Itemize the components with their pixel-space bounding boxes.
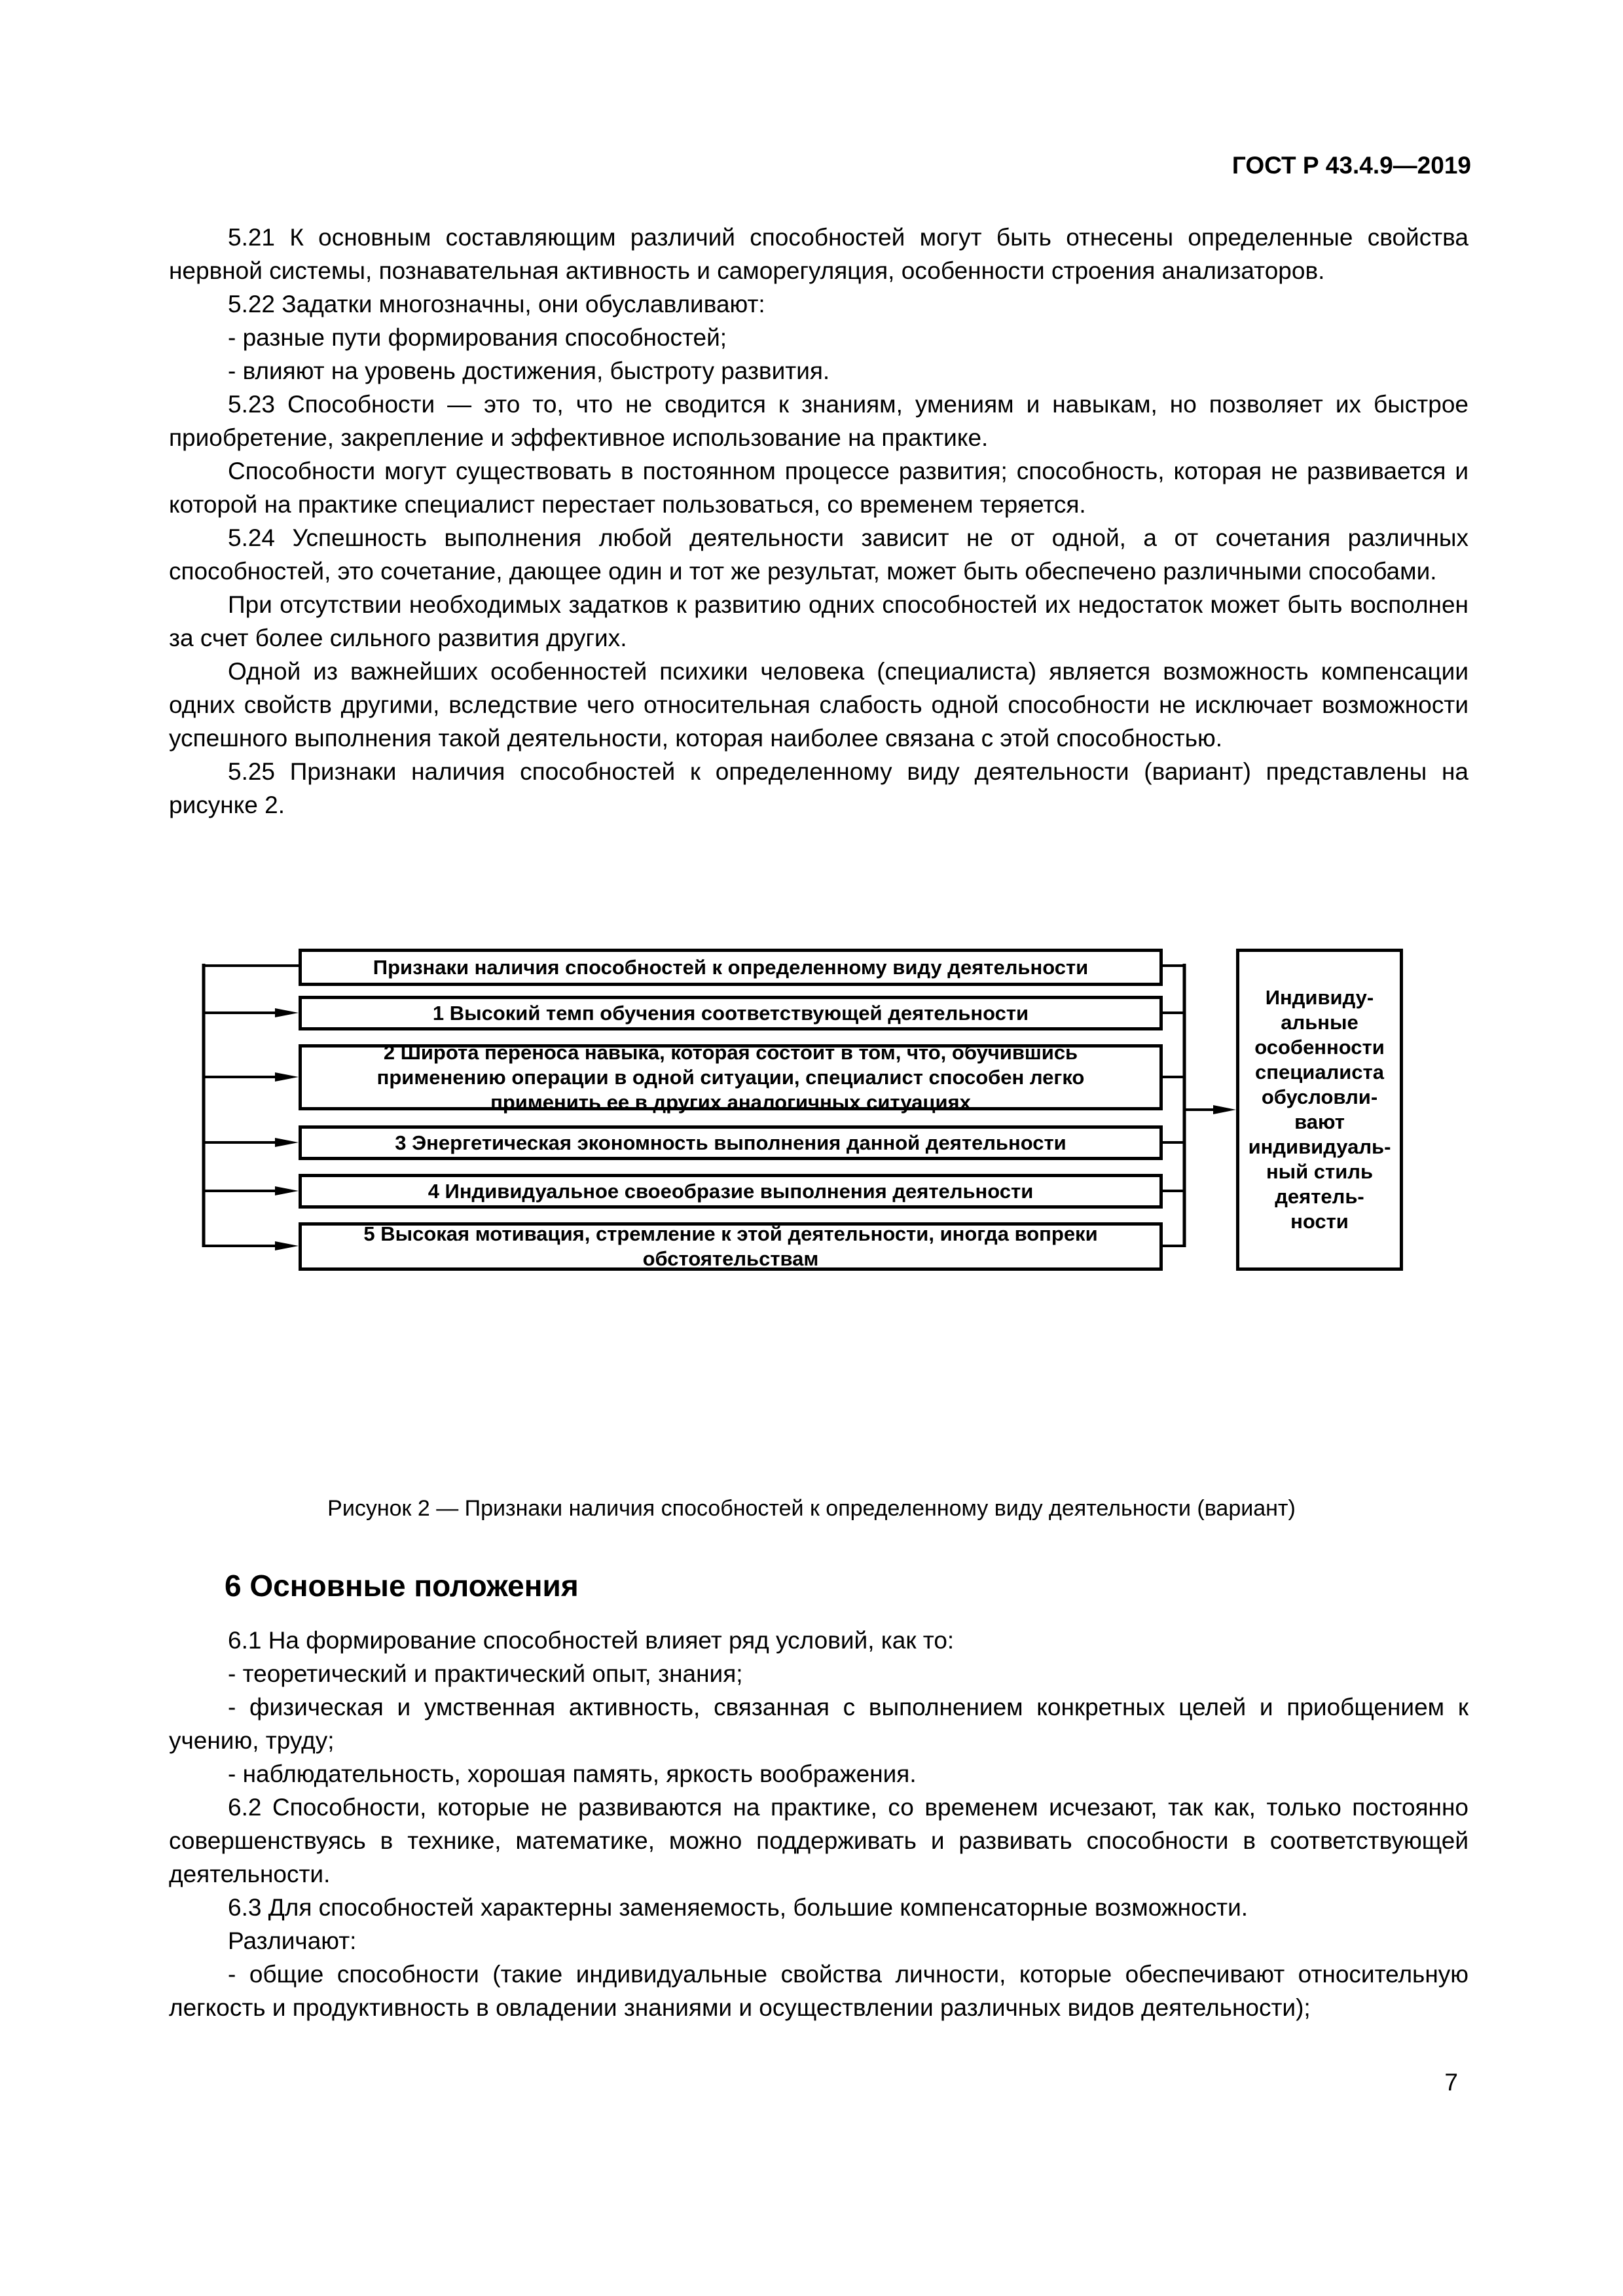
figure-caption: Рисунок 2 — Признаки наличия способностей к определенному виду деятельности (вариант) — [327, 1496, 1296, 1521]
result-box-line: ный стиль — [1266, 1160, 1374, 1183]
paragraph-5-24: 5.24 Успешность выполнения любой деятельности зависит не от одной, а от сочетания различных способностей, это сочетание, дающее один и тот же результат, может быть обеспечено различными способами. — [169, 524, 1468, 585]
result-box-line: индивидуаль- — [1248, 1135, 1391, 1158]
diagram-box-text: 4 Индивидуальное своеобразие выполнения деятельности — [428, 1179, 1034, 1203]
paragraph-5-23: 5.23 Способности — это то, что не сводится к знаниям, умениям и навыкам, но позволяет их быстрое приобретение, закрепление и эффективное использование на практике. — [169, 391, 1468, 451]
diagram-box-text: 3 Энергетическая экономность выполнения данной деятельности — [395, 1131, 1067, 1154]
result-box-line: обусловли- — [1261, 1085, 1378, 1108]
list-item: - разные пути формирования способностей; — [228, 324, 727, 351]
diagram-box-text: применить ее в других аналогичных ситуациях — [490, 1090, 971, 1114]
result-box-line: деятель- — [1275, 1185, 1364, 1208]
diagram-box-4 — [299, 1174, 1163, 1209]
document-id-header: ГОСТ Р 43.4.9—2019 — [1231, 152, 1471, 179]
paragraph: При отсутствии необходимых задатков к развитию одних способностей их недостаток может быть восполнен за счет более сильного развития других. — [169, 591, 1468, 651]
result-box-line: особенности — [1254, 1036, 1385, 1059]
paragraph-5-21: 5.21 К основным составляющим различий способностей могут быть отнесены определенные свойства нервной системы, познавательная активность и саморегуляция, особенности строения анализаторов. — [169, 224, 1468, 284]
diagram-box-5 — [299, 1222, 1163, 1271]
diagram-box-heading — [299, 949, 1163, 986]
diagram-box-text: 1 Высокий темп обучения соответствующей деятельности — [432, 1001, 1029, 1025]
result-box-line: ности — [1290, 1210, 1349, 1233]
result-box-line: Индивиду- — [1265, 986, 1374, 1009]
diagram-result-box — [1236, 949, 1403, 1271]
diagram-box-text: Признаки наличия способностей к определенному виду деятельности — [373, 955, 1089, 979]
page-number: 7 — [1444, 2069, 1458, 2096]
paragraph-5-22: 5.22 Задатки многозначны, они обуславливают: — [228, 291, 765, 318]
section-title: 6 Основные положения — [225, 1569, 579, 1603]
list-item: - общие способности (такие индивидуальные свойства личности, которые обеспечивают относительную легкость и продуктивность в овладении знаниями и осуществлении различных видов деятельности); — [169, 1961, 1468, 2021]
diagram-box-text: применению операции в одной ситуации, специалист способен легко — [376, 1065, 1085, 1089]
list-item: - теоретический и практический опыт, знания; — [228, 1660, 743, 1687]
diagram-box-2 — [299, 1040, 1163, 1114]
paragraph-6-1: 6.1 На формирование способностей влияет ряд условий, как то: — [228, 1627, 955, 1654]
paragraph: Различают: — [228, 1927, 357, 1954]
paragraph-5-25: 5.25 Признаки наличия способностей к определенному виду деятельности (вариант) представлены на рисунке 2. — [169, 758, 1468, 818]
diagram-box-3 — [299, 1125, 1163, 1160]
list-item: - влияют на уровень достижения, быстроту развития. — [228, 357, 830, 384]
result-box-line: вают — [1294, 1110, 1345, 1133]
body-text-top — [169, 221, 1468, 822]
diagram-box-1 — [299, 996, 1163, 1030]
result-box-line: специалиста — [1255, 1061, 1384, 1084]
list-item: - наблюдательность, хорошая память, яркость воображения. — [228, 1760, 917, 1787]
diagram-box-text: 2 Широта переноса навыка, которая состоит в том, что, обучившись — [383, 1040, 1078, 1064]
diagram-box-text: обстоятельствам — [642, 1247, 819, 1270]
paragraph: Одной из важнейших особенностей психики человека (специалиста) является возможность компенсации одних свойств другими, вследствие чего относительная слабость одной способности не исключает возможности успешного выполнения такой деятельности, которая наиболее связана с этой способностью. — [169, 658, 1468, 752]
body-text-section-6 — [169, 1624, 1468, 2024]
list-item: - физическая и умственная активность, связанная с выполнением конкретных целей и приобщением к учению, труду; — [169, 1694, 1468, 1754]
paragraph: Способности могут существовать в постоянном процессе развития; способность, которая не развивается и которой на практике специалист перестает пользоваться, со временем теряется. — [169, 458, 1468, 518]
result-box-line: альные — [1281, 1011, 1359, 1034]
diagram-box-text: 5 Высокая мотивация, стремление к этой деятельности, иногда вопреки — [363, 1222, 1098, 1245]
paragraph-6-2: 6.2 Способности, которые не развиваются на практике, со временем исчезают, так как, только постоянно совершенствуясь в технике, математике, можно поддерживать и развивать способности в соответствующей деятельности. — [169, 1794, 1468, 1887]
paragraph-6-3: 6.3 Для способностей характерны заменяемость, большие компенсаторные возможности. — [228, 1894, 1249, 1921]
